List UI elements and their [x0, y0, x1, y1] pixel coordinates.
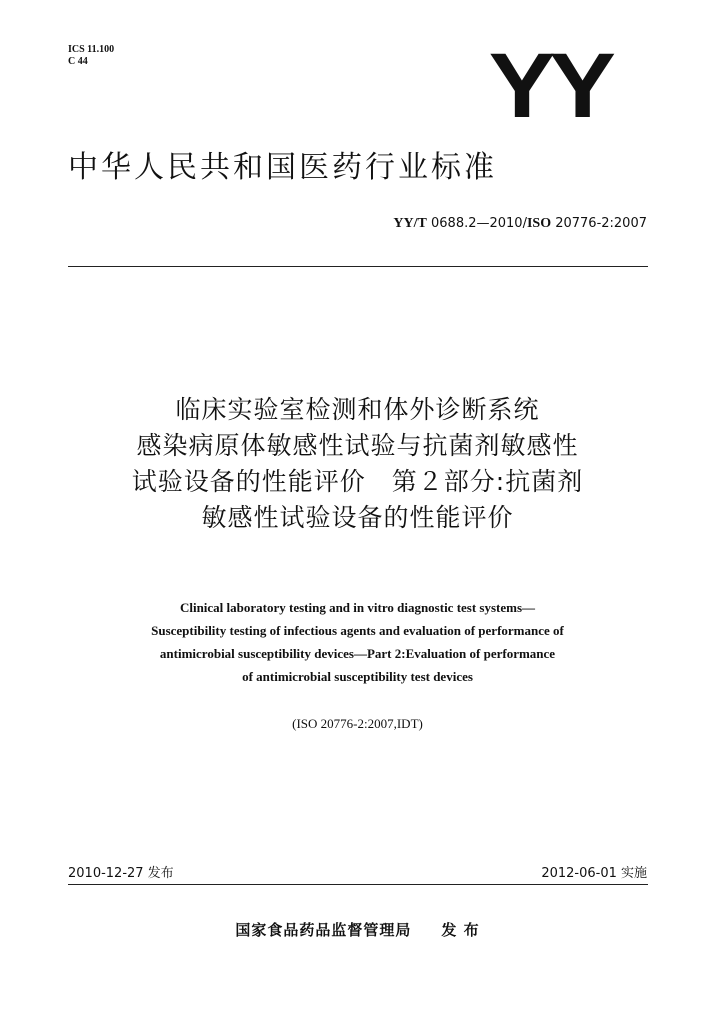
standard-number	[393, 216, 647, 232]
chinese-title	[60, 392, 655, 536]
chinese-title-line: 感染病原体敏感性试验与抗菌剂敏感性	[136, 431, 579, 460]
yy-logo: YY	[488, 34, 610, 138]
standard-number-mid: 0688.2—2010/	[431, 216, 527, 231]
chinese-title-line: 敏感性试验设备的性能评价	[201, 503, 514, 532]
ics-code: ICS 11.100	[68, 44, 115, 55]
adoption-note: (ISO 20776-2:2007,IDT)	[292, 716, 423, 731]
english-title-line: Clinical laboratory testing and in vitro diagnostic test systems—	[179, 600, 536, 615]
bottom-divider	[68, 884, 648, 885]
issuer-action: 发 布	[441, 921, 480, 939]
chinese-title-line: 临床实验室检测和体外诊断系统	[175, 395, 540, 424]
top-divider	[68, 266, 648, 267]
standard-number-prefix: YY/T	[393, 216, 427, 231]
standard-number-iso-prefix: ISO	[526, 216, 552, 231]
implementation-date: 2012-06-01 实施	[541, 866, 647, 881]
classification-codes	[68, 44, 114, 68]
issuer	[60, 919, 655, 940]
ccs-code: C 44	[68, 56, 88, 67]
standard-title: 中华人民共和国医药行业标准	[68, 150, 497, 185]
issue-date: 2010-12-27 发布	[68, 866, 174, 881]
standard-number-iso: 20776-2:2007	[555, 216, 647, 231]
english-title	[60, 596, 655, 688]
english-title-line: of antimicrobial susceptibility test devices	[242, 669, 473, 684]
english-title-line: Susceptibility testing of infectious agents and evaluation of performance of	[151, 623, 564, 638]
english-title-line: antimicrobial susceptibility devices—Part 2:Evaluation of performance	[159, 646, 556, 661]
issuer-name: 国家食品药品监督管理局	[235, 921, 412, 939]
chinese-title-line: 试验设备的性能评价 第２部分:抗菌剂	[131, 467, 584, 496]
